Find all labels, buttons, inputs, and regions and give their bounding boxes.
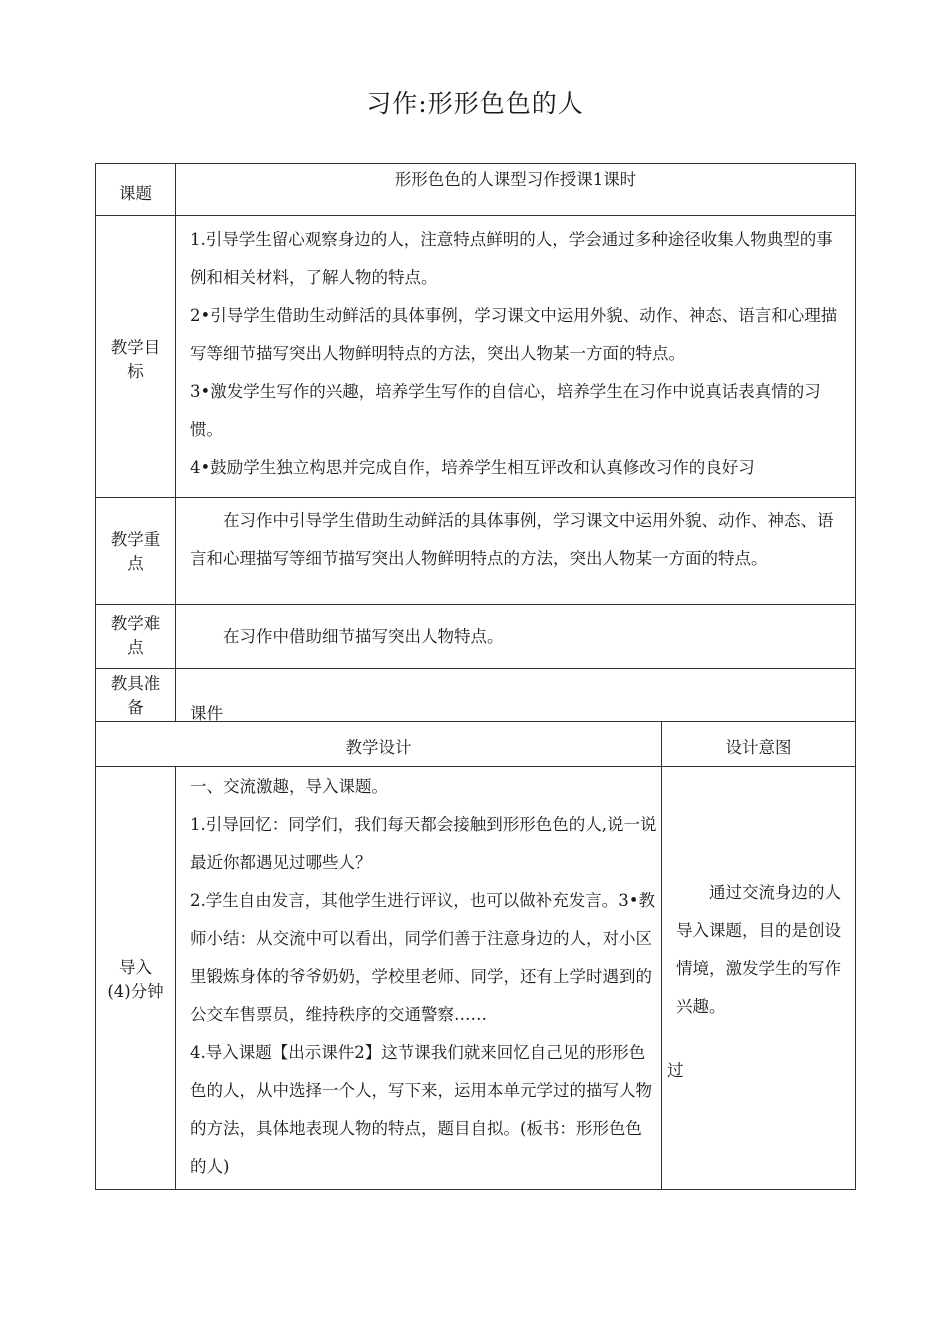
intro-paragraph: 一、交流激趣，导入课题。	[190, 777, 388, 796]
intro-intent-extra	[667, 1052, 707, 1090]
row-divider	[95, 215, 856, 216]
key-points-label-line: 点	[127, 554, 144, 573]
row-divider	[95, 604, 856, 605]
row-divider	[95, 668, 856, 669]
intent-header	[662, 734, 855, 758]
objective-item: 3•激发学生写作的兴趣，培养学生写作的自信心，培养学生在习作中说真话表真情的习惯。	[190, 382, 821, 439]
objective-item: 2•引导学生借助生动鲜活的具体事例，学习课文中运用外貌、动作、神态、语言和心理描写等细节描写突出人物鲜明特点的方法，突出人物某一方面的特点。	[190, 306, 838, 363]
key-points-label-line: 教学重	[110, 530, 161, 549]
difficulties-text: 在习作中借助细节描写突出人物特点。	[223, 627, 504, 646]
intro-paragraph: 4.导入课题【出示课件2】这节课我们就来回忆自己见的形形色色的人，从中选择一个人，写下来，运用本单元学过的描写人物的方法，具体地表现人物的特点，题目自拟。(板书：形形色色的人)	[190, 1043, 652, 1176]
materials-label-line: 教具准	[110, 674, 161, 693]
topic-label-text: 课题	[119, 184, 152, 203]
objectives-content	[190, 221, 844, 497]
intro-paragraph: 1.引导回忆：同学们，我们每天都会接触到形形色色的人,说一说最近你都遇见过哪些人？	[190, 815, 657, 872]
intro-label	[96, 956, 175, 1004]
objectives-label-line: 标	[127, 362, 144, 381]
row-divider	[95, 497, 856, 498]
label-column-divider	[175, 766, 176, 1190]
key-points-content	[190, 502, 844, 578]
table-border-top	[95, 163, 856, 164]
objectives-label	[96, 336, 175, 384]
key-points-text: 在习作中引导学生借助生动鲜活的具体事例，学习课文中运用外貌、动作、神态、语言和心理描写等细节描写突出人物鲜明特点的方法，突出人物某一方面的特点。	[190, 511, 834, 568]
difficulties-label	[96, 612, 175, 660]
objectives-label-line: 教学目	[110, 338, 161, 357]
topic-value-text: 形形色色的人课型习作授课1课时	[394, 170, 637, 189]
intro-label-line: (4)分钟	[107, 982, 164, 1001]
design-header	[96, 734, 661, 758]
design-header-text: 教学设计	[345, 738, 412, 757]
objective-item: 4•鼓励学生独立构思并完成自作，培养学生相互评改和认真修改习作的良好习	[190, 458, 755, 477]
intro-intent-text: 通过交流身边的人导入课题，目的是创设情境，激发学生的写作兴趣。	[676, 883, 841, 1016]
intent-header-text: 设计意图	[725, 738, 792, 757]
intro-label-line: 导入	[119, 958, 152, 977]
topic-value	[176, 166, 855, 190]
table-border-right	[855, 163, 856, 1190]
materials-label-line: 备	[127, 698, 144, 717]
difficulties-label-line: 点	[127, 638, 144, 657]
materials-text: 课件	[190, 704, 223, 723]
materials-label	[96, 672, 175, 720]
topic-label	[96, 180, 175, 204]
table-border-bottom	[95, 1189, 856, 1190]
row-divider	[95, 766, 856, 767]
objective-item: 1.引导学生留心观察身边的人，注意特点鲜明的人，学会通过多种途径收集人物典型的事例和相关材料，了解人物的特点。	[190, 230, 833, 287]
key-points-label	[96, 528, 175, 576]
difficulties-content	[190, 618, 844, 656]
label-column-divider	[175, 163, 176, 721]
intro-intent-content	[676, 874, 848, 1026]
difficulties-label-line: 教学难	[110, 614, 161, 633]
intro-design-content	[190, 768, 657, 1186]
intro-intent-extra-text: 过	[667, 1061, 684, 1080]
page-title: 习作:形形色色的人	[366, 89, 584, 118]
intent-column-divider	[661, 721, 662, 1190]
intro-paragraph: 2.学生自由发言，其他学生进行评议，也可以做补充发言。3•教师小结：从交流中可以看出，同学们善于注意身边的人，对小区里锻炼身体的爷爷奶奶，学校里老师、同学，还有上学时遇到的公交车售票员，维持秩序的交通警察……	[190, 891, 655, 1024]
materials-content	[190, 700, 844, 724]
